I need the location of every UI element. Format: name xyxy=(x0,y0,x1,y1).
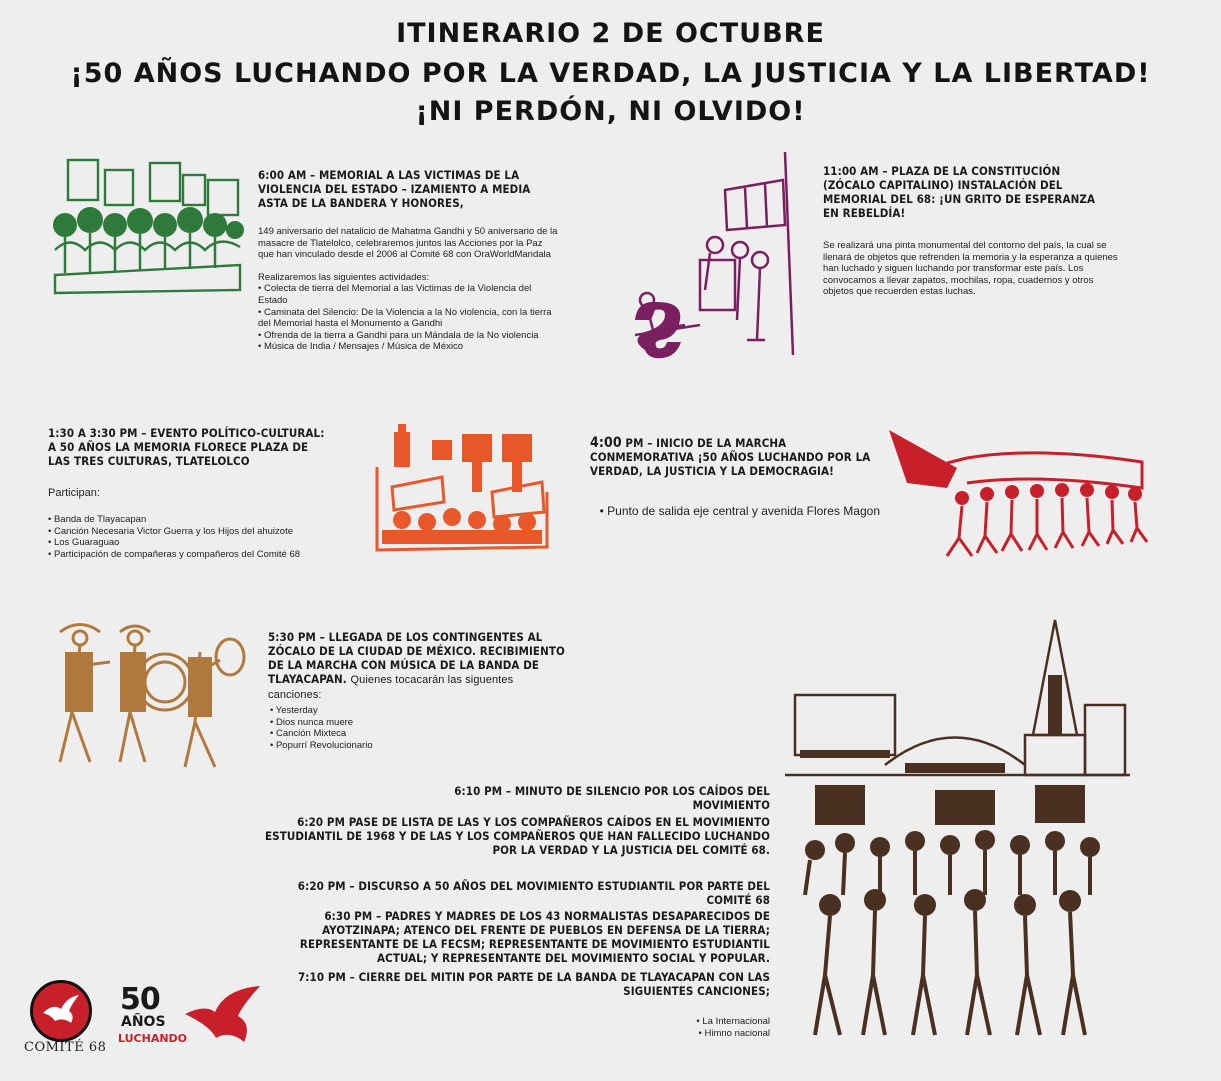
event-0630: 6:30 PM – PADRES Y MADRES DE LOS 43 NORMALISTAS DESAPARECIDOS DE AYOTZINAPA; ATENCO DEL FRENTE DE PUEBLOS EN DEFENSA DE LA TIERRA; REPRESENTANTE DE LA FECSM; REPRESENTANTE DE MOVIMIENTO ESTUDIANTIL ACTUAL; Y REPRESENTANTE DEL MOVIMIENTO SOCIAL Y POPULAR. xyxy=(299,909,770,965)
list-item: • Banda de Tlayacapan xyxy=(48,514,348,526)
list-item: • Himno nacional xyxy=(570,1028,770,1040)
list-item: • Caminata del Silencio: De la Violencia a la No violencia, con la tierra del Memorial hasta el Monumento a Gandhi xyxy=(258,307,558,330)
list-item: • Los Guaraguao xyxy=(48,537,348,549)
title-line-1: ITINERARIO 2 DE OCTUBRE xyxy=(396,18,825,49)
list-item: • Yesterday xyxy=(270,705,470,717)
event-0400-time: 4:00 xyxy=(590,435,622,451)
event-0530-heading-tail: Quienes tocacarán las siguentes canciones: xyxy=(268,674,514,701)
fifty-number: 50 xyxy=(120,982,160,1017)
title-line-3: ¡NI PERDÓN, NI OLVIDO! xyxy=(415,96,806,127)
event-0530-songs xyxy=(270,705,470,751)
list-item: • Música de India / Mensajes / Música de México xyxy=(258,341,558,353)
event-0600-details xyxy=(258,226,558,353)
list-item: • Popurrí Revolucionario xyxy=(270,740,470,752)
list-item: • La Internacional xyxy=(570,1016,770,1028)
event-0530-heading xyxy=(268,630,568,702)
event-0400-heading-text: PM – INICIO DE LA MARCHA CONMEMORATIVA ¡50 AÑOS LUCHANDO POR LA VERDAD, LA JUSTICIA Y LA DEMOCRAGIA! xyxy=(590,436,871,478)
comite-68-label: COMITÉ 68 xyxy=(24,1040,107,1055)
memorial-crowd-illustration xyxy=(50,155,245,295)
luchando-label: LUCHANDO xyxy=(118,1032,188,1045)
event-0130-heading: 1:30 A 3:30 PM – EVENTO POLÍTICO-CULTURAL: A 50 AÑOS LA MEMORIA FLORECE PLAZA DE LAS TRES CULTURAS, TLATELOLCO xyxy=(48,426,325,468)
band-musicians-illustration xyxy=(50,612,260,772)
list-item: • Canción Mixteca xyxy=(270,728,470,740)
event-1100-text: Se realizará una pinta monumental del contorno del país, la cual se llenará de objetos que refrenden la memoria y la esperanza a quienes han luchado y siguen luchando por transformar este país. Los convocamos a llevar zapatos, mochilas, ropa, cuadernos y otros objetos que recuerden estas luchas. xyxy=(823,240,1118,298)
event-0600-activities xyxy=(258,283,558,353)
list-item: • Colecta de tierra del Memorial a las Victimas de la Violencia del Estado xyxy=(258,283,558,306)
event-0130-participants xyxy=(48,514,348,560)
event-0600-heading: 6:00 AM – MEMORIAL A LAS VICTIMAS DE LA VIOLENCIA DEL ESTADO – IZAMIENTO A MEDIA ASTA DE LA BANDERA Y HONORES, xyxy=(258,168,531,210)
event-0130-participants-label: Participan: xyxy=(48,487,100,499)
event-0710-heading: 7:10 PM – CIERRE DEL MITIN POR PARTE DE LA BANDA DE TLAYACAPAN CON LAS SIGUIENTES CANCIONES; xyxy=(297,970,770,998)
list-item: • Dios nunca muere xyxy=(270,717,470,729)
zocalo-crowd-illustration xyxy=(785,615,1130,1040)
event-0610: 6:10 PM – MINUTO DE SILENCIO POR LOS CAÍDOS DEL MOVIMIENTO xyxy=(454,784,770,812)
event-1100-heading: 11:00 AM – PLAZA DE LA CONSTITUCIÓN (ZÓCALO CAPITALINO) INSTALACIÓN DEL MEMORIAL DEL 68: ¡UN GRITO DE ESPERANZA EN REBELDÍA! xyxy=(823,164,1096,220)
march-illustration xyxy=(887,428,1157,563)
memorial-painting-illustration xyxy=(625,150,805,360)
anos-label: AÑOS xyxy=(121,1014,166,1030)
event-0600-activities-label: Realizaremos las siguientes actividades: xyxy=(258,271,430,283)
event-0620-speech: 6:20 PM – DISCURSO A 50 AÑOS DEL MOVIMIENTO ESTUDIANTIL POR PARTE DEL COMITÉ 68 xyxy=(297,879,770,907)
list-item: • Canción Necesaria Victor Guerra y los Hijos del ahuizote xyxy=(48,526,348,538)
title-line-2: ¡50 AÑOS LUCHANDO POR LA VERDAD, LA JUSTICIA Y LA LIBERTAD! xyxy=(70,58,1151,89)
red-dove-icon xyxy=(180,984,265,1046)
event-0400-heading xyxy=(590,436,885,478)
dove-icon xyxy=(41,993,81,1027)
event-0400-point-text: Punto de salida eje central y avenida Flores Magon xyxy=(607,504,880,518)
tlatelolco-illustration xyxy=(372,422,552,552)
list-item: • Participación de compañeras y compañeros del Comité 68 xyxy=(48,549,348,561)
comite-68-logo xyxy=(30,980,92,1042)
event-0400-start-point: • Punto de salida eje central y avenida Flores Magon xyxy=(599,504,880,518)
event-0530-heading-text: 5:30 PM – LLEGADA DE LOS CONTINGENTES AL ZÓCALO DE LA CIUDAD DE MÉXICO. RECIBIMIENTO DE LA MARCHA CON MÚSICA DE LA BANDA DE TLAYACAPAN. xyxy=(268,630,565,686)
event-0600-intro: 149 aniversario del natalicio de Mahatma Gandhi y 50 aniversario de la masacre de Tlatelolco, celebraremos juntos las Acciones por la Paz que han vinculado desde el 2006 al Comité 68 con OraWorldMandala xyxy=(258,226,558,261)
event-0620-roll-call: 6:20 PM PASE DE LISTA DE LAS Y LOS COMPAÑEROS CAÍDOS EN EL MOVIMIENTO ESTUDIANTIL DE 1968 Y DE LAS Y LOS COMPAÑEROS QUE HAN FALLECIDO LUCHANDO POR LA VERDAD Y LA JUSTICIA DEL COMITÉ 68. xyxy=(264,815,770,857)
event-0710-songs xyxy=(570,1016,770,1039)
fifty-years-logo xyxy=(118,982,268,1052)
list-item: • Ofrenda de la tierra a Gandhi para un Mándala de la No violencia xyxy=(258,330,558,342)
